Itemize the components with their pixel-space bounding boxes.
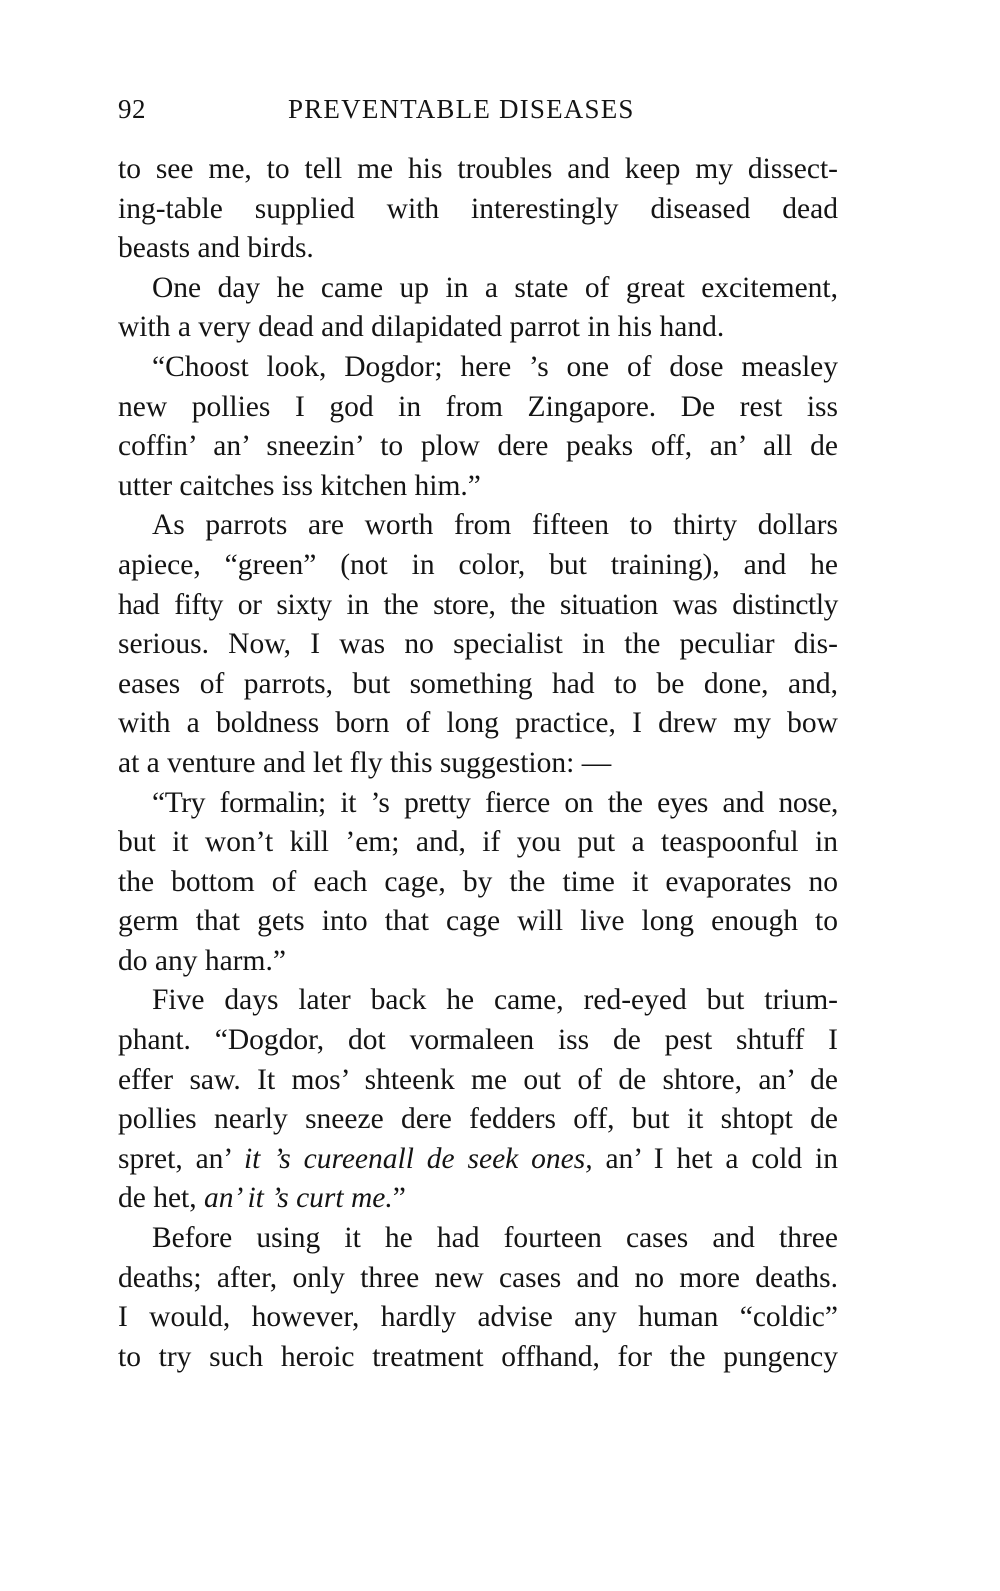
text-line-mixed	[118, 1140, 838, 1180]
text-run: an’ I het a cold in	[592, 1142, 838, 1175]
text-line: at a venture and let fly this suggestion: —	[118, 746, 612, 779]
italic-text-run: an’ it ’s curt me.	[204, 1182, 393, 1215]
text-line: As parrots are worth from fifteen to thirty dollars	[152, 509, 838, 542]
text-line: “Try formalin; it ’s pretty fierce on the eyes and nose,	[152, 786, 838, 819]
text-line: to try such heroic treatment offhand, for the pungency	[118, 1340, 838, 1373]
text-line: new pollies I god in from Zingapore. De rest iss	[118, 390, 838, 423]
page-number: 92	[118, 94, 146, 124]
text-line: serious. Now, I was no specialist in the peculiar dis-	[118, 628, 838, 661]
text-line: with a boldness born of long practice, I drew my bow	[118, 707, 838, 740]
running-head	[118, 94, 838, 134]
body-text	[118, 150, 838, 1377]
text-line: Before using it he had fourteen cases and three	[152, 1222, 838, 1255]
text-line: apiece, “green” (not in color, but training), and he	[118, 548, 838, 581]
italic-text-run: it ’s cureenall de seek ones,	[243, 1142, 593, 1175]
text-line: coffin’ an’ sneezin’ to plow dere peaks off, an’ all de	[118, 430, 838, 463]
text-line-mixed	[118, 1179, 838, 1219]
text-run: ”	[392, 1182, 406, 1215]
text-line: germ that gets into that cage will live long enough to	[118, 905, 838, 938]
text-line: do any harm.”	[118, 944, 286, 977]
text-line: to see me, to tell me his troubles and keep my dissect-	[118, 153, 838, 185]
text-line: but it won’t kill ’em; and, if you put a teaspoonful in	[118, 826, 838, 859]
text-line: with a very dead and dilapidated parrot in his hand.	[118, 311, 725, 344]
text-line: One day he came up in a state of great excitement,	[152, 271, 838, 304]
text-line: deaths; after, only three new cases and no more deaths.	[118, 1261, 838, 1294]
text-line: I would, however, hardly advise any human “coldic”	[118, 1301, 838, 1334]
text-line: pollies nearly sneeze dere fedders off, but it shtopt de	[118, 1103, 838, 1136]
text-line: had fifty or sixty in the store, the situation was distinctly	[118, 588, 838, 621]
text-line: effer saw. It mos’ shteenk me out of de shtore, an’ de	[118, 1063, 838, 1096]
text-line: “Choost look, Dogdor; here ’s one of dose measley	[152, 350, 838, 383]
text-line: beasts and birds.	[118, 232, 314, 265]
text-line: ing-table supplied with interestingly diseased dead	[118, 192, 838, 225]
text-line: eases of parrots, but something had to be done, and,	[118, 667, 838, 700]
text-run: spret, an’	[118, 1142, 244, 1175]
text-line: Five days later back he came, red-eyed but trium-	[152, 984, 838, 1017]
text-line: the bottom of each cage, by the time it evaporates no	[118, 865, 838, 898]
text-run: de het,	[118, 1182, 205, 1215]
text-line: phant. “Dogdor, dot vormaleen iss de pest shtuff I	[118, 1024, 838, 1057]
running-title: PREVENTABLE DISEASES	[288, 94, 635, 124]
text-line: utter caitches iss kitchen him.”	[118, 469, 481, 502]
